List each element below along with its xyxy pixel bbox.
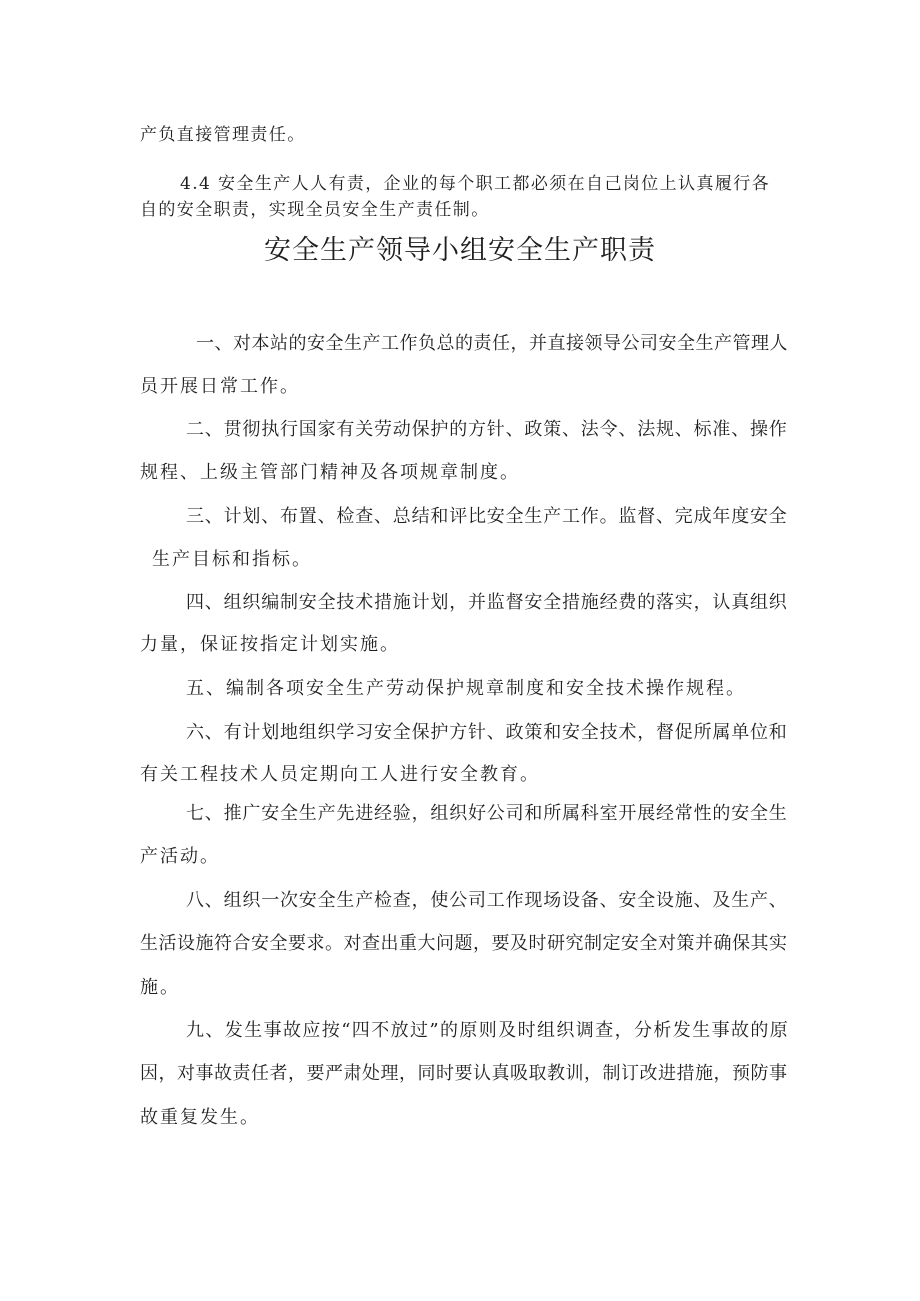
item-5-line-1: 五、编制各项安全生产劳动保护规章制度和安全技术操作规程。 bbox=[186, 678, 746, 699]
item-9-line-3: 故重复发生。 bbox=[140, 1107, 260, 1128]
item-8-line-2: 生活设施符合安全要求。对查出重大问题，要及时研究制定安全对策并确保其实 bbox=[140, 933, 788, 954]
item-8-line-1: 八、组织一次安全生产检查，使公司工作现场设备、安全设施、及生产、 bbox=[186, 890, 788, 911]
item-8-line-3: 施。 bbox=[140, 977, 180, 998]
item-3-line-1: 三、计划、布置、检查、总结和评比安全生产工作。监督、完成年度安全 bbox=[186, 506, 788, 527]
item-3-line-2: 生产目标和指标。 bbox=[152, 549, 312, 570]
item-9-line-1: 九、发生事故应按“四不放过”的原则及时组织调查，分析发生事故的原 bbox=[186, 1020, 790, 1041]
item-7-line-1: 七、推广安全生产先进经验，组织好公司和所属科室开展经常性的安全生 bbox=[186, 803, 788, 824]
item-4-line-1: 四、组织编制安全技术措施计划，并监督安全措施经费的落实，认真组织 bbox=[186, 592, 788, 613]
item-6-line-1: 六、有计划地组织学习安全保护方针、政策和安全技术，督促所属单位和 bbox=[186, 722, 788, 743]
continuation-text: 产负直接管理责任。 bbox=[140, 125, 306, 145]
item-1-line-1: 一、对本站的安全生产工作负总的责任，并直接领导公司安全生产管理人 bbox=[196, 333, 788, 354]
item-9-line-2: 因，对事故责任者，要严肃处理，同时要认真吸取教训，制订改进措施，预防事 bbox=[140, 1063, 788, 1084]
page-title: 安全生产领导小组安全生产职责 bbox=[264, 235, 656, 266]
item-4-line-2: 力量，保证按指定计划实施。 bbox=[140, 634, 400, 655]
item-2-line-1: 二、贯彻执行国家有关劳动保护的方针、政策、法令、法规、标准、操作 bbox=[186, 419, 788, 440]
item-6-line-2: 有关工程技术人员定期向工人进行安全教育。 bbox=[140, 764, 540, 785]
clause-4-4-line-2: 自的安全职责，实现全员安全生产责任制。 bbox=[140, 200, 490, 220]
item-2-line-2: 规程、上级主管部门精神及各项规章制度。 bbox=[140, 462, 520, 483]
clause-4-4-line-1: 4.4 安全生产人人有责，企业的每个职工都必须在自己岗位上认真履行各 bbox=[180, 174, 771, 194]
item-7-line-2: 产活动。 bbox=[140, 846, 220, 867]
item-1-line-2: 员开展日常工作。 bbox=[140, 376, 300, 397]
